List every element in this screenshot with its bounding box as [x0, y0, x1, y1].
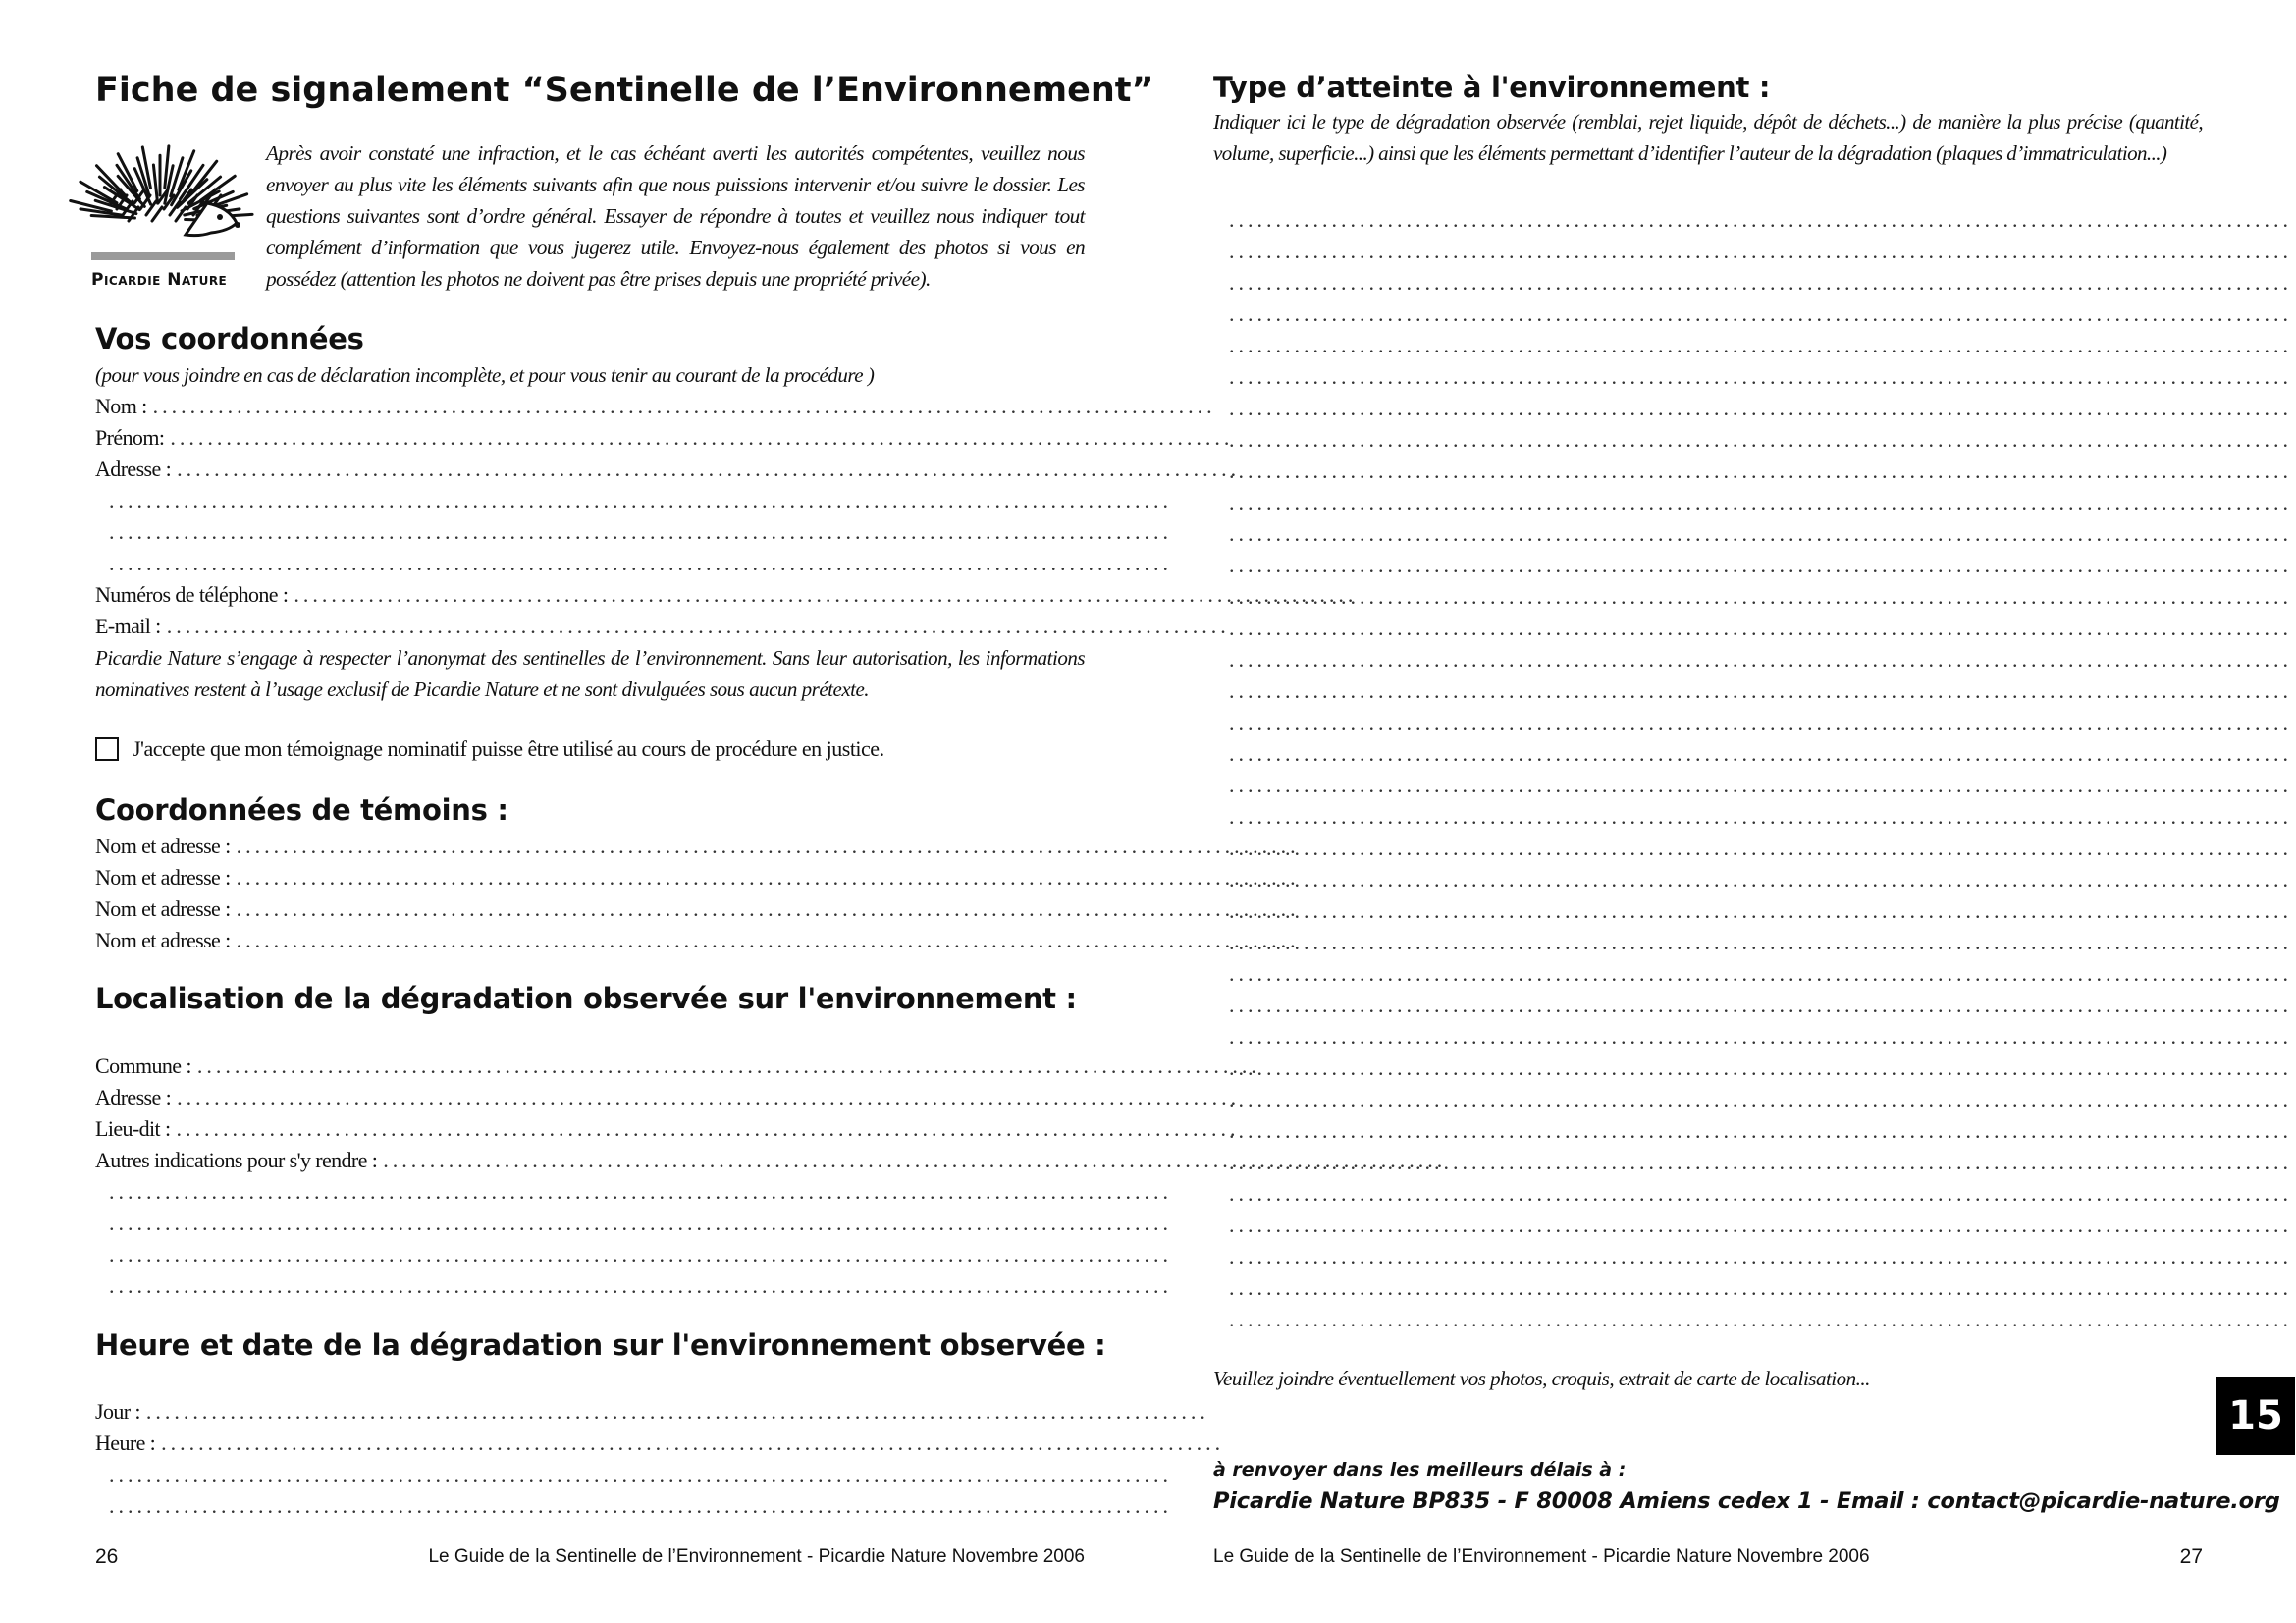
form-line-label: E-mail : — [95, 614, 161, 638]
section-tab: 15 — [2216, 1377, 2295, 1455]
form-line-dots[interactable]: .................................................................................................................. — [1229, 647, 2292, 672]
form-line[interactable] — [1213, 456, 2292, 487]
footer-right: Le Guide de la Sentinelle de l’Environnement - Picardie Nature Novembre 2006 — [1213, 1546, 1870, 1567]
form-line[interactable] — [1213, 895, 2292, 927]
form-line[interactable] — [95, 1208, 1172, 1239]
form-line-dots[interactable]: .................................................................................................................. — [1229, 804, 2292, 829]
form-line-dots[interactable]: .................................................................................................................. — [236, 865, 1300, 890]
form-line-dots[interactable]: .................................................................................................................. — [1229, 930, 2292, 954]
form-line-dots[interactable]: .................................................................................................................. — [1229, 1275, 2292, 1300]
form-line-dots[interactable]: .................................................................................................................. — [1229, 427, 2292, 452]
form-line-label: Commune : — [95, 1054, 191, 1078]
localisation-fields — [95, 1051, 1447, 1302]
form-line-dots[interactable]: .................................................................................................................. — [166, 614, 1230, 638]
form-line[interactable] — [1213, 550, 2292, 581]
form-line[interactable] — [95, 1459, 1172, 1490]
form-line[interactable] — [95, 1176, 1172, 1208]
form-line-dots[interactable]: .................................................................................................................. — [145, 1399, 1209, 1424]
form-line[interactable] — [1213, 298, 2292, 330]
form-line[interactable] — [1213, 1084, 2292, 1115]
form-line[interactable] — [95, 1490, 1172, 1522]
page-number-right: 27 — [2179, 1545, 2203, 1568]
hedgehog-icon — [91, 142, 242, 250]
form-line-dots[interactable]: .................................................................................................................. — [176, 1116, 1240, 1141]
form-line-dots[interactable]: .................................................................................................................. — [1229, 521, 2292, 546]
form-line[interactable] — [1213, 613, 2292, 644]
form-line-dots[interactable]: .................................................................................................................. — [109, 1493, 1172, 1518]
type-atteinte-instructions: Indiquer ici le type de dégradation observée (remblai, rejet liquide, dépôt de déchets...) de manière la plus précise (quantité, volume, superficie...) ainsi que les éléments permettant d’identifier l’auteur de la dégradation (plaques d’immatriculation...) — [1213, 110, 2203, 165]
coordonnees-fields — [95, 391, 1358, 642]
form-line[interactable] — [95, 548, 1172, 579]
heure-date-fields — [95, 1396, 1225, 1522]
form-line-dots[interactable]: .................................................................................................................. — [109, 1242, 1172, 1267]
form-line[interactable] — [1213, 487, 2292, 518]
form-line-dots[interactable]: .................................................................................................................. — [294, 582, 1358, 607]
form-line[interactable] — [1213, 393, 2292, 424]
consent-checkbox[interactable] — [95, 737, 119, 761]
form-line[interactable] — [1213, 990, 2292, 1021]
form-line-label: Nom et adresse : — [95, 834, 231, 858]
form-line-dots[interactable]: .................................................................................................................. — [109, 1273, 1172, 1298]
form-line-dots[interactable]: .................................................................................................................. — [109, 1211, 1172, 1235]
form-line-dots[interactable]: .................................................................................................................. — [1229, 239, 2292, 263]
form-line-dots[interactable]: .................................................................................................................. — [109, 551, 1172, 575]
form-line-dots[interactable]: .................................................................................................................. — [1229, 207, 2292, 232]
form-line-dots[interactable]: .................................................................................................................. — [109, 1462, 1172, 1487]
form-line[interactable] — [1213, 738, 2292, 770]
form-line[interactable] — [1213, 833, 2292, 864]
form-line[interactable] — [95, 516, 1172, 548]
form-line[interactable] — [1213, 1210, 2292, 1241]
form-line-label: Nom et adresse : — [95, 928, 231, 952]
form-line-dots[interactable]: .................................................................................................................. — [1229, 1087, 2292, 1111]
form-line-dots[interactable]: .................................................................................................................. — [177, 457, 1241, 481]
form-line-dots[interactable]: .................................................................................................................. — [1229, 1024, 2292, 1049]
form-line[interactable] — [95, 893, 1300, 925]
form-line-dots[interactable]: .................................................................................................................. — [196, 1054, 1260, 1078]
temoins-fields — [95, 831, 1300, 956]
form-line[interactable] — [95, 1051, 1260, 1082]
form-line[interactable] — [1213, 236, 2292, 267]
form-line-dots[interactable]: .................................................................................................................. — [1229, 333, 2292, 357]
form-line[interactable] — [95, 391, 1216, 422]
form-line-dots[interactable]: .................................................................................................................. — [1229, 553, 2292, 577]
form-line-label: Nom : — [95, 394, 147, 418]
form-line[interactable] — [1213, 361, 2292, 393]
form-line[interactable] — [1213, 770, 2292, 801]
form-line[interactable] — [1213, 1147, 2292, 1178]
form-line-dots[interactable]: .................................................................................................................. — [1229, 270, 2292, 295]
form-line-dots[interactable]: .................................................................................................................. — [1229, 301, 2292, 326]
section-heading-coordonnees: Vos coordonnées — [95, 322, 364, 355]
form-line[interactable] — [1213, 1021, 2292, 1053]
form-line-dots[interactable]: .................................................................................................................. — [170, 425, 1234, 450]
form-line[interactable] — [95, 1428, 1225, 1459]
form-line-dots[interactable]: .................................................................................................................. — [109, 1179, 1172, 1204]
form-line[interactable] — [95, 454, 1241, 485]
form-line-label: Lieu-dit : — [95, 1116, 171, 1141]
form-line-dots[interactable]: .................................................................................................................. — [1229, 584, 2292, 609]
send-label: à renvoyer dans les meilleurs délais à : — [1213, 1459, 1627, 1481]
form-line[interactable] — [95, 1113, 1240, 1145]
logo-bar — [91, 252, 235, 260]
form-line-dots[interactable]: .................................................................................................................. — [383, 1148, 1447, 1172]
form-line-label: Heure : — [95, 1431, 156, 1455]
form-line-dots[interactable]: .................................................................................................................. — [177, 1085, 1241, 1109]
form-line-dots[interactable]: .................................................................................................................. — [1229, 459, 2292, 483]
section-heading-type-atteinte: Type d’atteinte à l'environnement : — [1213, 71, 1771, 104]
form-line[interactable] — [95, 1145, 1447, 1176]
consent-row[interactable] — [95, 736, 884, 762]
form-line[interactable] — [1213, 330, 2292, 361]
form-line[interactable] — [1213, 518, 2292, 550]
form-line-dots[interactable]: .................................................................................................................. — [152, 394, 1216, 418]
form-line[interactable] — [1213, 801, 2292, 833]
form-line-label: Nom et adresse : — [95, 896, 231, 921]
type-atteinte-lines — [1213, 204, 2292, 1335]
form-line-dots[interactable]: .................................................................................................................. — [1229, 490, 2292, 514]
form-line-dots[interactable]: .................................................................................................................. — [1229, 396, 2292, 420]
form-line-dots[interactable]: .................................................................................................................. — [1229, 1118, 2292, 1143]
form-line[interactable] — [1213, 267, 2292, 298]
form-line[interactable] — [95, 1239, 1172, 1271]
form-line[interactable] — [95, 831, 1300, 862]
form-line-dots[interactable]: .................................................................................................................. — [236, 928, 1300, 952]
form-title: Fiche de signalement “Sentinelle de l’Environnement” — [95, 71, 1154, 110]
form-line[interactable] — [95, 925, 1300, 956]
form-line-dots[interactable]: .................................................................................................................. — [1229, 867, 2292, 892]
form-line[interactable] — [1213, 1115, 2292, 1147]
photos-note: Veuillez joindre éventuellement vos photos, croquis, extrait de carte de localisation... — [1213, 1367, 1870, 1390]
form-line[interactable] — [1213, 1304, 2292, 1335]
form-line[interactable] — [95, 1082, 1241, 1113]
form-line-dots[interactable]: .................................................................................................................. — [1229, 616, 2292, 640]
form-line-dots[interactable]: .................................................................................................................. — [1229, 773, 2292, 797]
form-line-dots[interactable]: .................................................................................................................. — [161, 1431, 1225, 1455]
form-line-dots[interactable]: .................................................................................................................. — [236, 834, 1300, 858]
form-line[interactable] — [95, 422, 1234, 454]
form-line[interactable] — [1213, 1272, 2292, 1304]
form-line-label: Jour : — [95, 1399, 140, 1424]
form-line-label: Numéros de téléphone : — [95, 582, 289, 607]
form-line-dots[interactable]: .................................................................................................................. — [236, 896, 1300, 921]
form-line[interactable] — [95, 1396, 1209, 1428]
footer-left: Le Guide de la Sentinelle de l’Environnement - Picardie Nature Novembre 2006 — [428, 1546, 1085, 1567]
form-line-dots[interactable]: .................................................................................................................. — [1229, 710, 2292, 734]
form-line-dots[interactable]: .................................................................................................................. — [1229, 961, 2292, 986]
form-line[interactable] — [1213, 1241, 2292, 1272]
form-line-dots[interactable]: .................................................................................................................. — [1229, 741, 2292, 766]
privacy-note: Picardie Nature s’engage à respecter l’anonymat des sentinelles de l’environnement. Sans leur autorisation, les informations nominatives restent à l’usage exclusif de Picardie Nature et ne sont divulguées sous aucun prétexte. — [95, 646, 1085, 701]
form-line[interactable] — [95, 1271, 1172, 1302]
form-line-label: Adresse : — [95, 1085, 172, 1109]
form-line[interactable] — [95, 579, 1358, 611]
form-line[interactable] — [1213, 927, 2292, 958]
section-heading-localisation: Localisation de la dégradation observée sur l'environnement : — [95, 982, 1077, 1015]
form-line-dots[interactable]: .................................................................................................................. — [1229, 993, 2292, 1017]
form-line[interactable] — [1213, 424, 2292, 456]
intro-paragraph: Après avoir constaté une infraction, et le cas échéant averti les autorités compétentes, veuillez nous envoyer au plus vite les éléments suivants afin que nous puissions intervenir et/ou suivre le dossier. Les questions suivantes sont d’ordre général. Essayer de répondre à toutes et veuillez nous indiquer tout complément d’information que vous jugerez utile. Envoyez-nous également des photos si vous en possédez (attention les photos ne doivent pas être prises depuis une propriété privée). — [266, 141, 1085, 291]
form-line[interactable] — [1213, 644, 2292, 676]
form-line-label: Prénom: — [95, 425, 165, 450]
form-line-dots[interactable]: .................................................................................................................. — [109, 519, 1172, 544]
logo-text: Picardie Nature — [91, 270, 228, 290]
form-line[interactable] — [1213, 958, 2292, 990]
form-line-label: Autres indications pour s'y rendre : — [95, 1148, 378, 1172]
form-line-dots[interactable]: .................................................................................................................. — [1229, 1244, 2292, 1269]
section-heading-temoins: Coordonnées de témoins : — [95, 793, 508, 827]
picardie-nature-logo — [91, 142, 242, 290]
form-line[interactable] — [1213, 864, 2292, 895]
form-line[interactable] — [95, 611, 1230, 642]
form-line[interactable] — [95, 862, 1300, 893]
form-line-dots[interactable]: .................................................................................................................. — [1229, 678, 2292, 703]
form-line-label: Adresse : — [95, 457, 172, 481]
form-line-dots[interactable]: .................................................................................................................. — [1229, 836, 2292, 860]
form-line-dots[interactable]: .................................................................................................................. — [1229, 364, 2292, 389]
send-address: Picardie Nature BP835 - F 80008 Amiens cedex 1 - Email : contact@picardie-nature.org — [1213, 1488, 2280, 1514]
form-line[interactable] — [1213, 581, 2292, 613]
form-line-dots[interactable]: .................................................................................................................. — [1229, 898, 2292, 923]
form-line[interactable] — [95, 485, 1172, 516]
section-heading-heure-date: Heure et date de la dégradation sur l'environnement observée : — [95, 1328, 1106, 1362]
form-line[interactable] — [1213, 676, 2292, 707]
form-line[interactable] — [1213, 707, 2292, 738]
page-number-left: 26 — [95, 1545, 119, 1568]
form-line-dots[interactable]: .................................................................................................................. — [1229, 1181, 2292, 1206]
form-line-dots[interactable]: .................................................................................................................. — [1229, 1150, 2292, 1174]
form-line-dots[interactable]: .................................................................................................................. — [1229, 1213, 2292, 1237]
form-line-dots[interactable]: .................................................................................................................. — [109, 488, 1172, 513]
form-line-dots[interactable]: .................................................................................................................. — [1229, 1055, 2292, 1080]
form-line[interactable] — [1213, 204, 2292, 236]
form-line-label: Nom et adresse : — [95, 865, 231, 890]
form-line[interactable] — [1213, 1053, 2292, 1084]
consent-label: J'accepte que mon témoignage nominatif puisse être utilisé au cours de procédure en justice. — [133, 736, 884, 761]
form-line-dots[interactable]: .................................................................................................................. — [1229, 1307, 2292, 1331]
form-line[interactable] — [1213, 1178, 2292, 1210]
coordonnees-subtitle: (pour vous joindre en cas de déclaration incomplète, et pour vous tenir au courant de la procédure ) — [95, 363, 875, 387]
